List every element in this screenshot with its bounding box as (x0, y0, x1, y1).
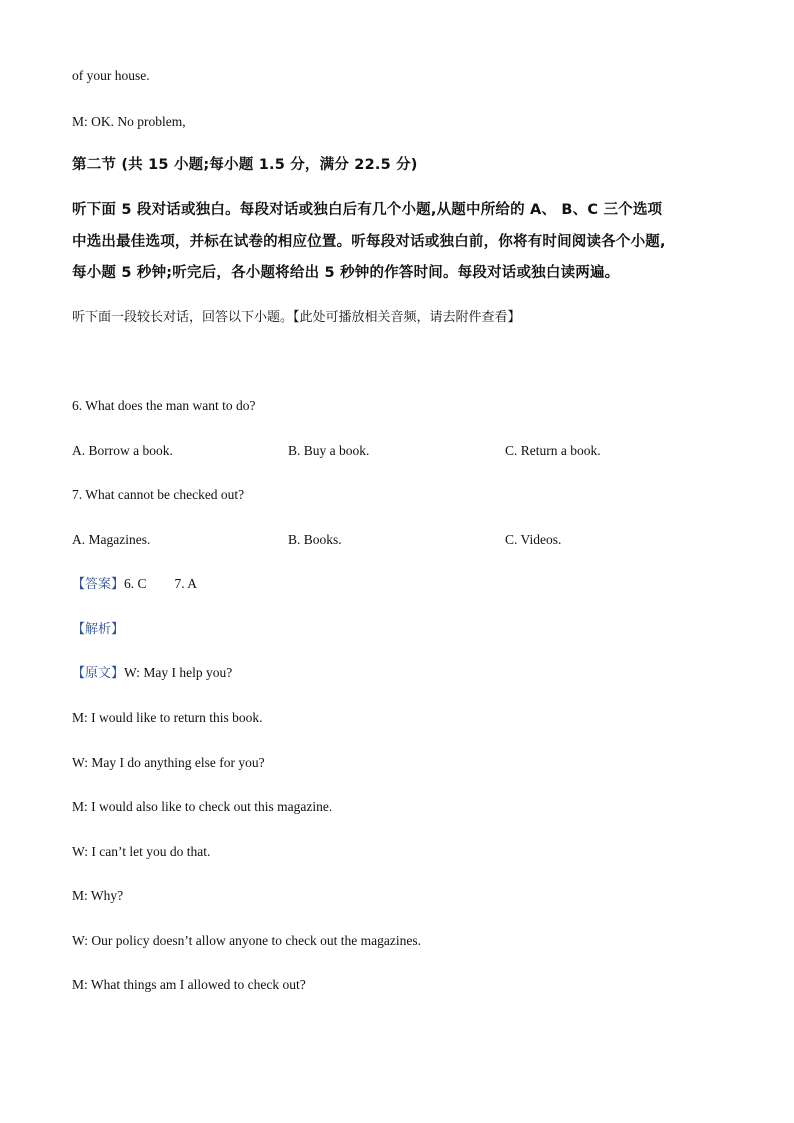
dialogue-line: W: Our policy doesn’t allow anyone to check out the magazines. (72, 933, 422, 948)
analysis-label: 【解析】 (72, 622, 125, 637)
dialogue-line: W: May I do anything else for you? (72, 755, 265, 770)
option-b: B. Books. (288, 532, 342, 547)
dialogue-line: M: I would also like to check out this magazine. (72, 799, 333, 814)
question-stem-7: 7. What cannot be checked out? (72, 487, 245, 502)
dialogue-line: W: I can’t let you do that. (72, 844, 211, 859)
option-a: A. Magazines. (72, 532, 151, 547)
answer-6: 6. C (124, 576, 147, 591)
option-b: B. Buy a book. (288, 443, 370, 458)
instruction-line-3: 每小题 5 秒钟;听完后，各小题将给出 5 秒钟的作答时间。每段对话或独白读两遍。 (72, 265, 620, 281)
transcript-row (72, 665, 232, 682)
instruction-line-1: 听下面 5 段对话或独白。每段对话或独白后有几个小题,从题中所给的 A、 B、C 三个选项 (72, 202, 663, 218)
question-options-6 (72, 443, 732, 459)
dialogue-line: W: May I help you? (124, 665, 233, 680)
answer-7: 7. A (174, 576, 198, 591)
dialogue-line: M: OK. No problem, (72, 114, 186, 129)
option-c: C. Return a book. (505, 443, 601, 458)
question-stem-6: 6. What does the man want to do? (72, 398, 256, 413)
option-c: C. Videos. (505, 532, 562, 547)
transcript-label: 【原文】 (72, 666, 125, 681)
analysis-row (72, 621, 124, 638)
carry-over-text: of your house. (72, 68, 150, 83)
section-heading: 第二节 (共 15 小题;每小题 1.5 分，满分 22.5 分) (72, 157, 418, 173)
instruction-line-2: 中选出最佳选项，并标在试卷的相应位置。听每段对话或独白前，你将有时间阅读各个小题, (72, 234, 666, 250)
answer-label: 【答案】 (72, 577, 125, 592)
option-a: A. Borrow a book. (72, 443, 173, 458)
question-options-7 (72, 532, 732, 548)
answer-row (72, 576, 197, 593)
dialogue-line: M: I would like to return this book. (72, 710, 263, 725)
dialogue-line: M: What things am I allowed to check out? (72, 977, 306, 992)
dialogue-line: M: Why? (72, 888, 124, 903)
audio-note: 听下面一段较长对话，回答以下小题。【此处可播放相关音频，请去附件查看】 (72, 310, 521, 325)
